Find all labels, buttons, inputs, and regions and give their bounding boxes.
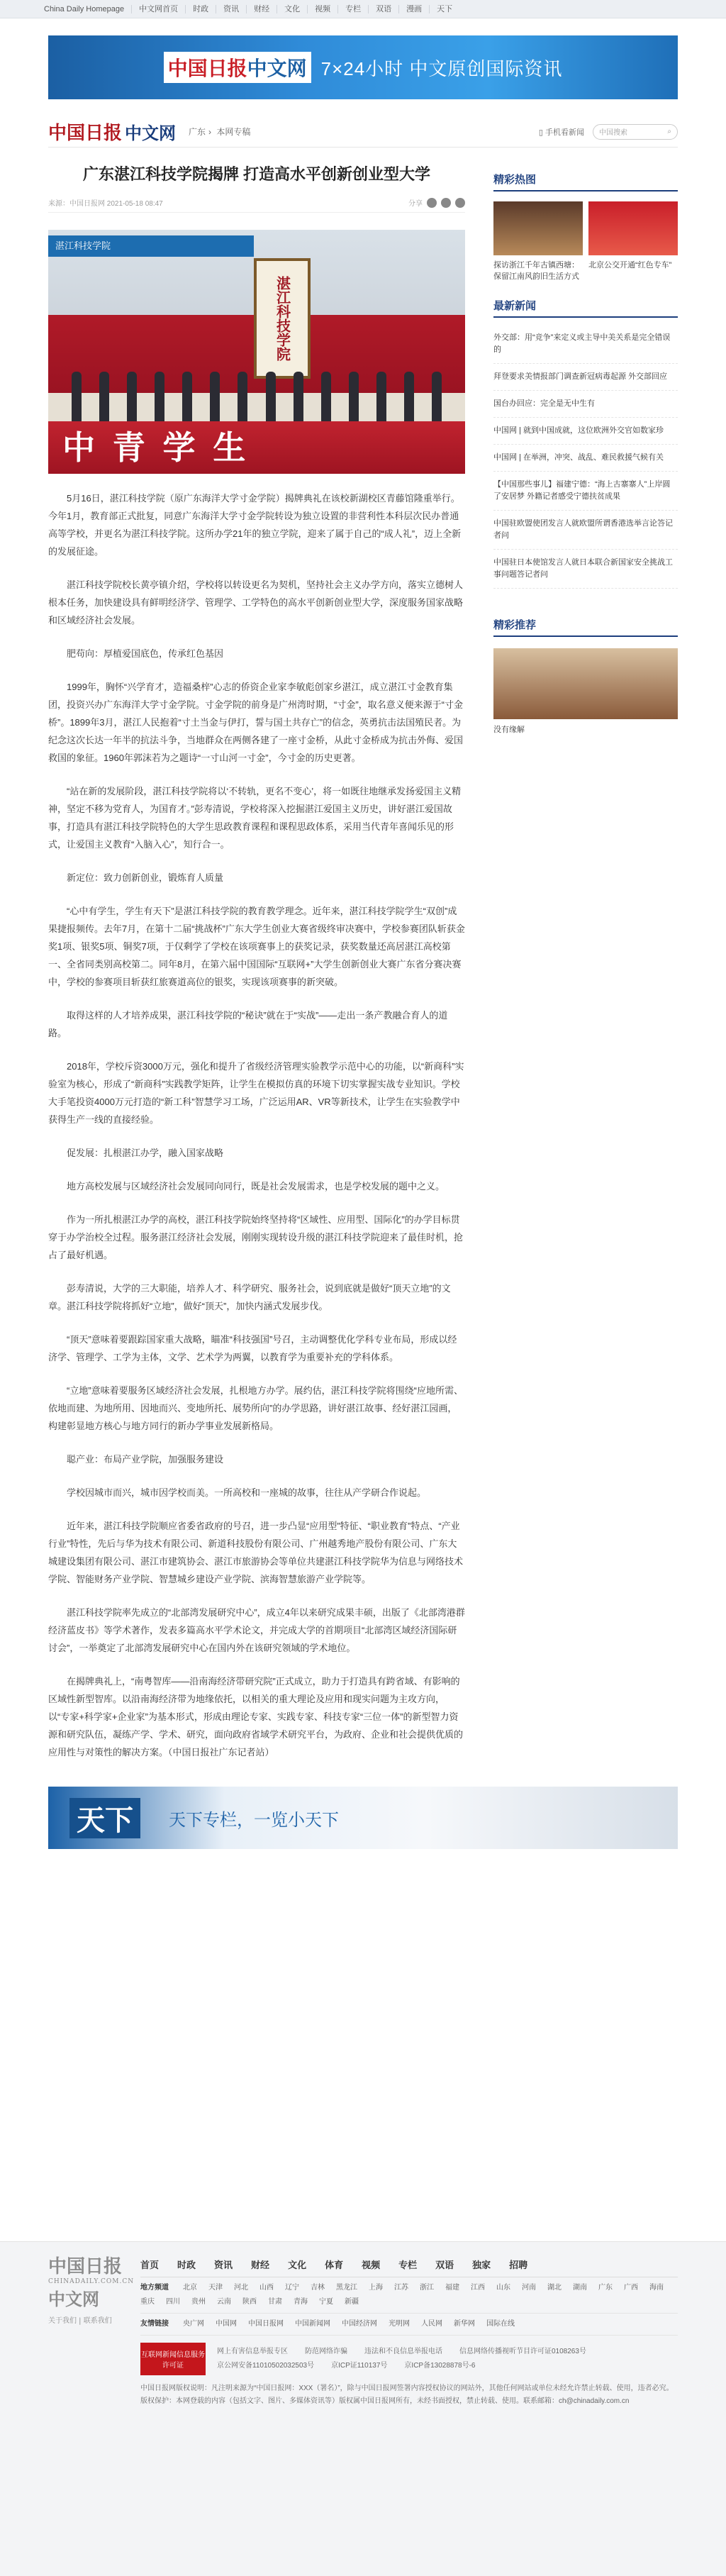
footer-channel-link[interactable]: 湖南 [573, 2284, 587, 2292]
photo-banner: 中 青 学 生 [48, 421, 465, 474]
article-source: 来源：中国日报网 2021-05-18 08:47 [48, 200, 163, 208]
article-paragraph: 2018年，学校斥资3000万元，强化和提升了省级经济管理实验教学示范中心的功能，以“新商科”实验室为核心，形成了“新商科”实践教学矩阵，让学生在模拟仿真的环境下切实掌握实战专业知识。学校大手笔投资4000万元打造的“新工科”智慧学习工场，广泛运用AR、VR等新技术，让学生在实验教学中获得生产一线的直接经验。 [48, 1061, 464, 1125]
top-bar [0, 0, 726, 18]
article-paragraph: “顶天”意味着要跟踪国家重大战略，瞄准“科技强国”号召，主动调整优化学科专业布局，形成以经济学、管理学、工学为主体，文学、艺术学为两翼，以教育学为重要补充的学科体系。 [48, 1334, 457, 1362]
sidebar [493, 163, 678, 1761]
hot-image[interactable] [588, 201, 678, 255]
article [48, 163, 465, 1761]
rec-title: 精彩推荐 [493, 617, 678, 637]
footer-friend-link[interactable]: 新华网 [454, 2320, 475, 2328]
footer-channel-link[interactable]: 云南 [217, 2298, 231, 2306]
footer-nav-item[interactable]: 首页 [140, 2260, 160, 2270]
footer-channel-link[interactable]: 福建 [445, 2284, 459, 2292]
news-item[interactable]: 国台办回应：完全是无中生有 [493, 391, 678, 418]
footer-friend-links [140, 2314, 678, 2336]
weibo-icon[interactable] [427, 198, 437, 208]
article-paragraph: 地方高校发展与区域经济社会发展同向同行，既是社会发展需求，也是学校发展的题中之义。 [67, 1181, 445, 1192]
footer-channel-link[interactable]: 江西 [471, 2284, 485, 2292]
rec-image[interactable] [493, 648, 678, 719]
banner-slogan: 7×24小时 中文原创国际资讯 [320, 57, 563, 79]
footer-channel-link[interactable]: 天津 [208, 2284, 223, 2292]
hot-image[interactable] [493, 201, 583, 255]
topbar-link[interactable]: 双语 [368, 5, 398, 13]
article-paragraph: 湛江科技学院率先成立的“北部湾发展研究中心”，成立4年以来研究成果丰硕，出版了《北部湾港群经济蓝皮书》等学术著作，发表多篇高水平学术论文，并完成大学的首期项目“北部湾区域经济国际研讨会”，一举奠定了北部湾发展研究中心在国内外在该研究领域的学术地位。 [48, 1607, 465, 1653]
topbar-link[interactable]: 文化 [277, 5, 307, 13]
footer-friend-link[interactable]: 光明网 [389, 2320, 410, 2328]
footer-channel-link[interactable]: 山东 [496, 2284, 510, 2292]
footer-nav-item[interactable]: 财经 [251, 2260, 270, 2270]
share-bar: 分享 [408, 197, 465, 208]
footer-logo[interactable]: 中国日报 CHINADAILY.COM.CN 中文网 关于我们 | 联系我们 [48, 2256, 135, 2325]
article-paragraph: 作为一所扎根湛江办学的高校，湛江科技学院始终坚持将“区域性、应用型、国际化”的办学目标贯穿于办学治校全过程。服务湛江经济社会发展，刚刚实现转设升级的湛江科技学院迎来了最佳时机，抢占了最好机遇。 [48, 1214, 464, 1260]
topbar-link[interactable]: 时政 [185, 5, 216, 13]
footer-nav-item[interactable]: 体育 [325, 2260, 344, 2270]
footer-nav-item[interactable]: 独家 [472, 2260, 491, 2270]
article-paragraph: 近年来，湛江科技学院顺应省委省政府的号召，进一步凸显“应用型”特征、“职业教育”特点、“产业行业”特性，先后与华为技术有限公司、新道科技股份有限公司、广州越秀地产股份有限公司、广东大城建设集团有限公司、湛江市建筑协会、湛江市旅游协会等单位共建湛江科技学院华为信息与网络技术学院、智能财务产业学院、智慧城乡建设产业学院、滨海智慧旅游产业学院等。 [48, 1521, 464, 1584]
topbar-link[interactable]: 中文网首页 [131, 5, 185, 13]
footer-license-item[interactable]: 违法和不良信息举报电话 [364, 2348, 442, 2355]
article-paragraph: 湛江科技学院校长黄亭镇介绍，学校将以转设更名为契机，坚持社会主义办学方向，落实立德树人根本任务，加快建设具有鲜明经济学、管理学、工学特色的高水平创新创业型大学，深度服务国家战略和区域经济社会发展。 [48, 579, 464, 626]
footer-copyright: 中国日报网版权说明：凡注明来源为“中国日报网：XXX（署名）”，除与中国日报网签署内容授权协议的网站外，其他任何网站或单位未经允许禁止转载、使用，违者必究。 版权保护：本网登载的内容（包括文字、图片、多媒体资讯等）版权属中国日报网所有，未经书面授权，禁止转载、使用。联系邮箱：ch@chinadaily.com.cn [140, 2385, 674, 2405]
ad-text: 天下专栏，一览小天下 [169, 1810, 339, 1830]
bottom-banner-ad[interactable] [48, 1787, 678, 1849]
footer-friend-link[interactable]: 国际在线 [486, 2320, 515, 2328]
footer-license-item[interactable]: 京公网安备11010502032503号 [217, 2362, 315, 2370]
news-item[interactable]: 中国网 | 在举洲，冲突、战乱、难民救援气候有关 [493, 445, 678, 472]
footer-channel-link[interactable]: 江苏 [394, 2284, 408, 2292]
footer-channel-link[interactable]: 宁夏 [319, 2298, 333, 2306]
footer-channel-link[interactable]: 河南 [522, 2284, 536, 2292]
article-paragraph: 1999年，胸怀“兴学育才，造福桑梓”心志的侨资企业家李敏彪创家乡湛江，成立湛江寸金教育集团，投资兴办广东海洋大学寸金学院。寸金学院的前身是广州湾时期，“寸金”，取名意义便来源于“寸金桥”。1899年3月，湛江人民抱着“寸土当金与伊打，誓与国土共存亡”的信念，英勇抗击法国殖民者。为纪念这次长达一年半的抗法斗争，当地群众在两侧各建了一座寸金桥，从此寸金桥成为抗击外侮、爱国救国的象征。1960年郭沫若为之题诗“一寸山河一寸金”，今寸金的历史更著。 [48, 682, 464, 763]
footer-license-item[interactable]: 京ICP证110137号 [331, 2362, 388, 2370]
article-title: 广东湛江科技学院揭牌 打造高水平创新创业型大学 [82, 165, 431, 183]
footer-channel-link[interactable]: 青海 [294, 2298, 308, 2306]
breadcrumb-item[interactable]: 本网专稿 [216, 127, 251, 137]
footer-friend-link[interactable]: 中国经济网 [342, 2320, 377, 2328]
news-item[interactable]: 中国驻日本使馆发言人就日本联合新国家安全挑战工事问题答记者问 [493, 550, 678, 589]
footer-license-item[interactable]: 信息网络传播视听节目许可证0108263号 [459, 2348, 586, 2355]
footer-friend-link[interactable]: 中国日报网 [248, 2320, 284, 2328]
article-body [48, 489, 465, 1761]
topbar-link[interactable]: 资讯 [216, 5, 246, 13]
footer-about-links[interactable]: 关于我们 | 联系我们 [48, 2317, 112, 2325]
footer-nav-item[interactable]: 招聘 [509, 2260, 528, 2270]
ad-logo: 天下 [69, 1798, 140, 1838]
footer-nav-item[interactable]: 专栏 [398, 2260, 418, 2270]
footer-friend-link[interactable]: 中国网 [216, 2320, 237, 2328]
footer-channel-link[interactable]: 河北 [234, 2284, 248, 2292]
top-banner-ad[interactable] [48, 35, 678, 99]
footer-license-item[interactable]: 网上有害信息举报专区 [217, 2348, 288, 2355]
breadcrumb: 广东 › 本网专稿 [189, 127, 251, 137]
footer-channel-link[interactable]: 甘肃 [268, 2298, 282, 2306]
news-item[interactable]: 拜登要求美情报部门调查新冠病毒起源 外交部回应 [493, 364, 678, 391]
banner-logo: 中国日报中文网 [164, 52, 311, 83]
article-paragraph: “心中有学生，学生有天下”是湛江科技学院的教育教学理念。近年来，湛江科技学院学生“双创”成果捷报频传。去年7月，在第十二届“挑战杯”广东大学生创业大赛省级终审决赛中，学校参赛团队斩获金奖1项、银奖5项、铜奖7项，于仅剩学了学校在该项赛事上的获奖记录，获奖数量还高居湛江高校第一、全省同类别高校第二。同年8月，在第六届中国国际“互联网+”大学生创新创业大赛广东省分赛决赛中，学校的参赛项目斩获红旅赛道高位的银奖，实现该项赛事的新突破。 [48, 906, 465, 987]
footer-nav-item[interactable]: 双语 [435, 2260, 454, 2270]
article-paragraph: 新定位：致力创新创业，锻炼育人质量 [67, 872, 224, 883]
footer-license-grid [217, 2345, 678, 2373]
footer-channel-link[interactable]: 山西 [259, 2284, 274, 2292]
article-paragraph: “站在新的发展阶段，湛江科技学院将以‘不转轨，更名不变心’，将一如既往地继承发扬爱国主义精神，坚定不移为党育人，为国育才。”彭寿清说，学校将深入挖掘湛江爱国主义历史，讲好湛江爱国故事，打造具有湛江科技学院特色的大学生思政教育课程和课程思政体系，采用当代青年喜闻乐见的形式，让爱国主义教育“入脑入心”，知行合一。 [48, 786, 462, 850]
footer-channel-link[interactable]: 新疆 [345, 2298, 359, 2306]
hot-card[interactable]: 北京公交开通“红色专车” [588, 201, 678, 282]
footer-channel-link[interactable]: 浙江 [420, 2284, 434, 2292]
footer-nav [140, 2252, 678, 2277]
article-paragraph: 在揭牌典礼上，“南粤智库——沿南海经济带研究院”正式成立，助力于打造具有跨省域、有影响的区域性新型智库。以沿南海经济带为地缘依托，以相关的重大理论及应用和现实问题为主攻方向，以“专家+科学家+企业家”为基本形式，形成由理论专家、实践专家、科技专家“三位一体”的新型智力资源和研究队伍，凝练产学、学术、研究，面向政府省域学术研究平台，为政府、企业和社会提供优质的应用性与对策性的解决方案。（中国日报社广东记者站） [48, 1676, 464, 1758]
breadcrumb-item[interactable]: 广东 [189, 127, 206, 137]
news-item[interactable]: 中国网 | 就到中国成就，这位欧洲外交官如数家珍 [493, 418, 678, 445]
footer-channel-link[interactable]: 吉林 [311, 2284, 325, 2292]
footer [0, 2241, 726, 2576]
footer-channel-link[interactable]: 湖北 [547, 2284, 562, 2292]
footer-channel-link[interactable]: 北京 [183, 2284, 197, 2292]
footer-friend-link[interactable]: 中国新闻网 [295, 2320, 330, 2328]
footer-nav-item[interactable]: 文化 [288, 2260, 307, 2270]
footer-channel-link[interactable]: 重庆 [140, 2298, 155, 2306]
topbar-link[interactable]: 财经 [246, 5, 277, 13]
footer-channel-link[interactable]: 海南 [649, 2284, 664, 2292]
rec-caption[interactable]: 没有缘解 [493, 726, 525, 734]
footer-channel-link[interactable]: 四川 [166, 2298, 180, 2306]
footer-channel-link[interactable]: 贵州 [191, 2298, 206, 2306]
footer-nav-item[interactable]: 资讯 [214, 2260, 233, 2270]
article-meta [48, 197, 465, 213]
search-input[interactable]: 中国搜索 ⌕ [593, 124, 678, 140]
article-paragraph: 取得这样的人才培养成果，湛江科技学院的“秘诀”就在于“实战”——走出一条产教融合育人的道路。 [48, 1010, 448, 1038]
footer-license-item[interactable]: 防范网络诈骗 [305, 2348, 347, 2355]
footer-friend-link[interactable]: 央广网 [183, 2320, 204, 2328]
site-header [48, 123, 678, 148]
footer-channel-link[interactable]: 广西 [624, 2284, 638, 2292]
photo-sign: 湛江科技学院 [48, 235, 254, 257]
article-paragraph: 促发展：扎根湛江办学，融入国家战略 [67, 1148, 224, 1158]
topbar-link[interactable]: 天下 [429, 5, 459, 13]
footer-channel-link[interactable]: 辽宁 [285, 2284, 299, 2292]
footer-friend-link[interactable]: 人民网 [421, 2320, 442, 2328]
article-paragraph: 学校因城市而兴，城市因学校而美。一所高校和一座城的故事，往往从产学研合作说起。 [67, 1487, 427, 1498]
news-item[interactable]: 中国驻欧盟使团发言人就欧盟所谓香港选举言论答记者问 [493, 511, 678, 550]
article-paragraph: “立地”意味着要服务区域经济社会发展，扎根地方办学。展约估，湛江科技学院将围绕“应地所需、依地而建、为地所用、因地而兴、变地所托、展势所向”的办学思路，讲好湛江故事、经好湛江园画，构建彰显地方核心与地方同行的新办学事业发展新格局。 [48, 1385, 463, 1431]
article-photo [48, 230, 465, 474]
article-paragraph: 肥苟向：厚植爱国底色，传承红色基因 [67, 648, 224, 659]
footer-channel-link[interactable]: 上海 [369, 2284, 383, 2292]
topbar-link[interactable]: China Daily Homepage [44, 5, 125, 13]
site-logo[interactable]: 中国日报 中文网 [48, 123, 177, 144]
qzone-icon[interactable] [455, 198, 465, 208]
wechat-icon[interactable] [441, 198, 451, 208]
news-title: 最新新闻 [493, 298, 678, 318]
footer-channel-link[interactable]: 黑龙江 [336, 2284, 357, 2292]
news-item[interactable]: 【中国那些事儿】福建宁德：“海上古寨寨人”上岸圆了安居梦 外籍记者感受宁德扶贫成果 [493, 472, 678, 511]
topbar-link[interactable]: 视频 [307, 5, 337, 13]
footer-nav-item[interactable]: 时政 [177, 2260, 196, 2270]
hot-card[interactable]: 探访浙江千年古镇西塘：保留江南风韵旧生活方式 [493, 201, 583, 282]
mobile-news-link[interactable]: ▯ 手机看新闻 [538, 128, 584, 137]
topbar-link[interactable]: 漫画 [398, 5, 429, 13]
license-badge[interactable]: 互联网新闻信息服务许可证 [140, 2343, 206, 2375]
article-paragraph: 5月16日，湛江科技学院（原广东海洋大学寸金学院）揭牌典礼在该校新湖校区青藤馆隆重举行。今年1月，教育部正式批复，同意广东海洋大学寸金学院转设为独立设置的非营利性本科层次民办普通高等学校，并更名为湛江科技学院。这所办学21年的独立学院，迎来了属于自己的“成人礼”，迈上全新的发展征途。 [48, 493, 462, 557]
search-icon[interactable]: ⌕ [667, 128, 671, 135]
topbar-link[interactable]: 专栏 [337, 5, 368, 13]
footer-local-channels [140, 2277, 678, 2314]
article-paragraph: 聪产业：布局产业学院，加强服务建设 [67, 1454, 224, 1465]
footer-row-label: 地方频道 [140, 2284, 169, 2292]
hot-title: 精彩热图 [493, 172, 678, 191]
article-paragraph: 彭寿清说，大学的三大职能，培养人才、科学研究、服务社会，说到底就是做好“顶天立地”的文章。湛江科技学院将抓好“立地”，做好“顶天”，加快内涵式发展步伐。 [48, 1283, 451, 1311]
footer-license-item[interactable]: 京ICP备13028878号-6 [404, 2362, 476, 2370]
photo-plaque: 湛江科技学院 [254, 258, 311, 379]
footer-nav-item[interactable]: 视频 [362, 2260, 381, 2270]
footer-row-label: 友情链接 [140, 2320, 169, 2328]
footer-channel-link[interactable]: 陕西 [242, 2298, 257, 2306]
footer-channel-link[interactable]: 广东 [598, 2284, 613, 2292]
news-item[interactable]: 外交部：用“竞争”来定义或主导中美关系是完全错误的 [493, 325, 678, 364]
